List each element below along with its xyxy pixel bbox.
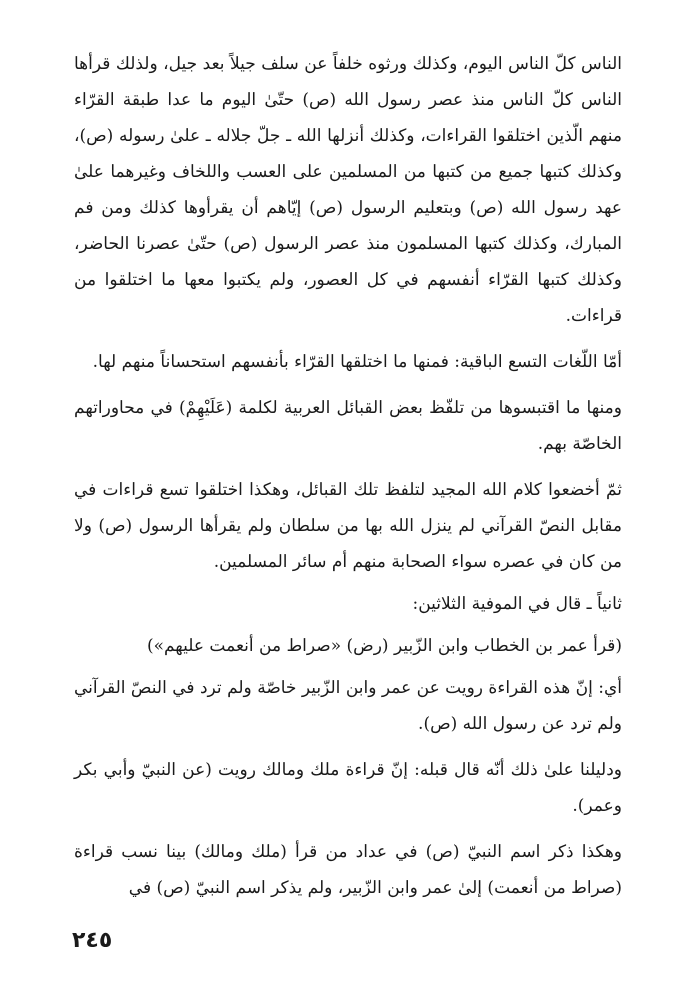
page-number: ٢٤٥ bbox=[72, 928, 113, 953]
paragraph-2: أمّا اللّغات التسع الباقية: فمنها ما اختلقها القرّاء بأنفسهم استحساناً منهم لها. bbox=[92, 352, 622, 372]
paragraph-3: ومنها ما اقتبسوها من تلفّظ بعض القبائل العربية لكلمة (عَلَيْهِمْ) في محاوراتهم الخاصّة بهم. bbox=[74, 398, 622, 454]
paragraph-5: ثانياً ـ قال في الموفية الثلاثين: bbox=[412, 594, 622, 614]
paragraph-6: (قرأ عمر بن الخطاب وابن الزّبير (رض) «صراط من أنعمت عليهم») bbox=[146, 636, 622, 656]
paragraph-8: ودليلنا علىٰ ذلك أنّه قال قبله: إنّ قراءة ملك ومالك رويت (عن النبيّ وأبي بكر وعمر). bbox=[74, 760, 622, 816]
paragraph-9: وهكذا ذكر اسم النبيّ (ص) في عداد من قرأ (ملك ومالك) بينا نسب قراءة (صراط من أنعمت) إلىٰ عمر وابن الزّبير، ولم يذكر اسم النبيّ (ص) في bbox=[74, 842, 622, 898]
page-body bbox=[74, 46, 622, 906]
paragraph-1: الناس كلّ الناس اليوم، وكذلك ورثوه خلفاً عن سلف جيلاً بعد جيل، ولذلك قرأها الناس كلّ الناس منذ عصر رسول الله (ص) حتّىٰ اليوم ما عدا طبقة القرّاء منهم الّذين اختلقوا القراءات، وكذلك أنزلها الله ـ جلّ جلاله ـ علىٰ رسوله (ص)، وكذلك كتبها جميع من كتبها من المسلمين على العسب واللخاف وغيرهما علىٰ عهد رسول الله (ص) وبتعليم الرسول (ص) إيّاهم أن يقرأوها كذلك ومن فم المبارك، وكذلك كتبها المسلمون منذ عصر الرسول (ص) حتّىٰ عصرنا الحاضر، وكذلك كتبها القرّاء أنفسهم في كل العصور، ولم يكتبوا معها ما اختلقوا من قراءات. bbox=[74, 54, 622, 326]
paragraph-7: أي: إنّ هذه القراءة رويت عن عمر وابن الزّبير خاصّة ولم ترد في النصّ القرآني ولم ترد عن رسول الله (ص). bbox=[74, 678, 622, 734]
paragraph-4: ثمّ أخضعوا كلام الله المجيد لتلفظ تلك القبائل، وهكذا اختلقوا تسع قراءات في مقابل النصّ القرآني لم ينزل الله بها من سلطان ولم يقرأها الرسول (ص) ولا من كان في عصره سواء الصحابة منهم أم سائر المسلمين. bbox=[74, 480, 622, 572]
